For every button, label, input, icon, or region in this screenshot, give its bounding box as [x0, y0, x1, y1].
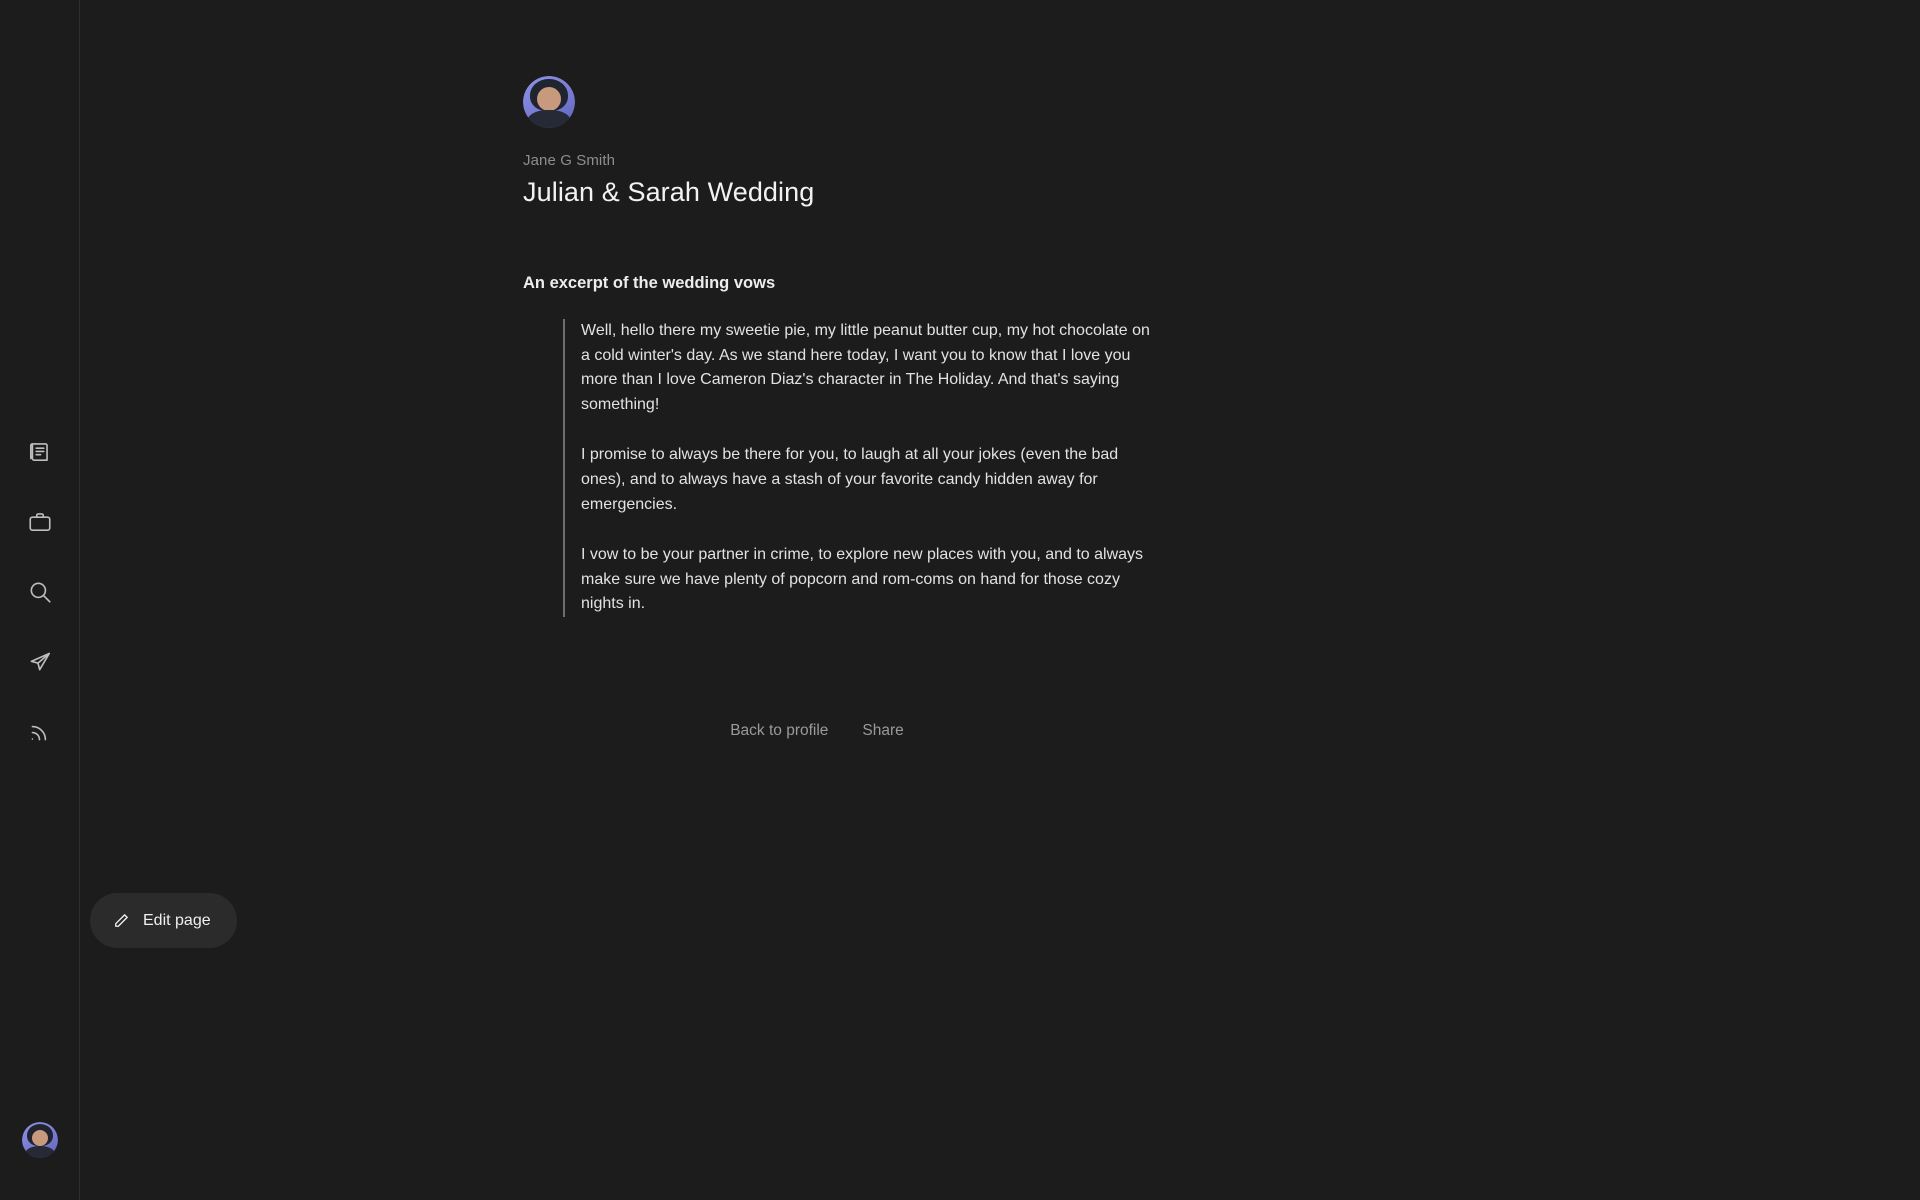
share-link[interactable]: Share	[862, 721, 904, 739]
search-icon	[27, 579, 53, 605]
pencil-icon	[112, 912, 130, 930]
sidebar-item-work[interactable]	[20, 502, 60, 542]
sidebar-avatar[interactable]	[22, 1122, 58, 1158]
quote-paragraph: Well, hello there my sweetie pie, my little peanut butter cup, my hot chocolate on a cold winter's day. As we stand here today, I want you to know that I love you more than I love Cameron Diaz's character in The Holiday. And that's saying something!	[581, 322, 1150, 413]
edit-page-label: Edit page	[143, 911, 211, 929]
rss-icon	[27, 719, 53, 745]
page-avatar	[523, 76, 575, 128]
edit-page-button[interactable]	[90, 893, 237, 948]
book-icon	[27, 439, 53, 465]
page-content	[523, 0, 1223, 740]
quote-paragraph: I promise to always be there for you, to laugh at all your jokes (even the bad ones), and to always have a stash of your favorite candy hidden away for emergencies.	[581, 446, 1119, 513]
quote-paragraph: I vow to be your partner in crime, to explore new places with you, and to always make sure we have plenty of popcorn and rom-coms on hand for those cozy nights in.	[581, 546, 1144, 613]
back-to-profile-link[interactable]: Back to profile	[730, 721, 829, 739]
avatar	[523, 76, 575, 128]
send-icon	[27, 649, 53, 675]
sidebar-item-send[interactable]	[20, 642, 60, 682]
sidebar-item-feed[interactable]	[20, 712, 60, 752]
sidebar-item-search[interactable]	[20, 572, 60, 612]
avatar	[22, 1122, 58, 1158]
avatar-body	[25, 1146, 55, 1158]
page-title: Julian & Sarah Wedding	[523, 177, 815, 207]
section-heading: An excerpt of the wedding vows	[523, 274, 776, 292]
vows-quote-block	[563, 319, 1163, 617]
briefcase-icon	[27, 509, 53, 535]
avatar-body	[527, 110, 571, 128]
sidebar-icon-list	[0, 432, 80, 752]
page-footer-links	[523, 722, 1111, 740]
page-author: Jane G Smith	[523, 152, 616, 169]
sidebar-rail	[0, 0, 80, 1200]
sidebar-item-notebook[interactable]	[20, 432, 60, 472]
